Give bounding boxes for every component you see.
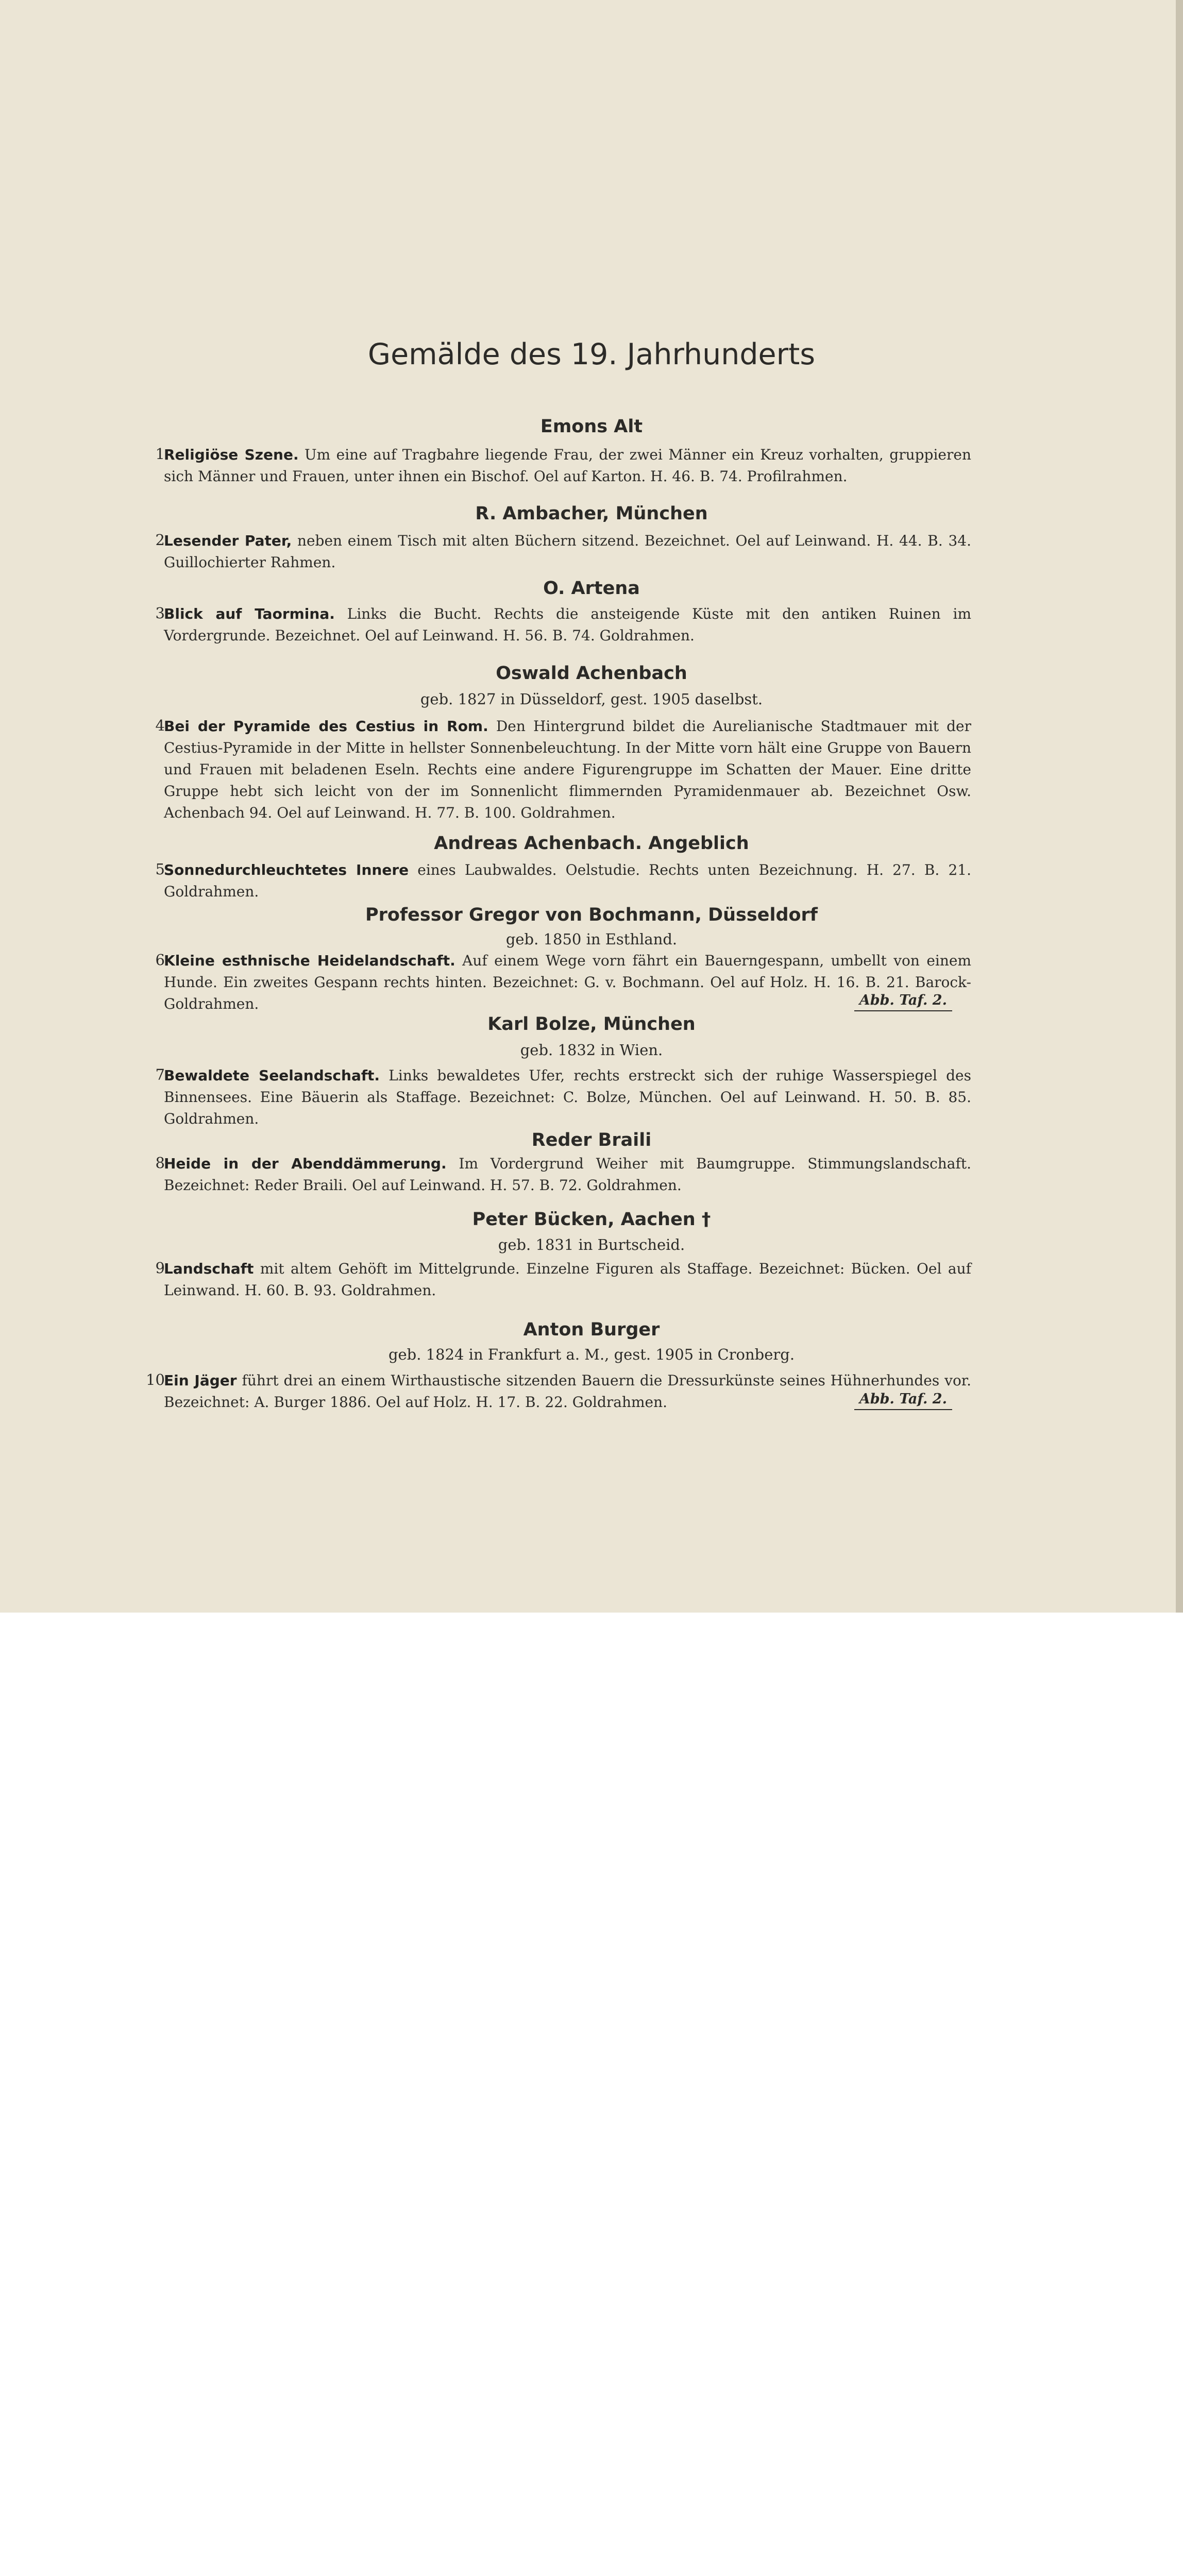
lot-title: Heide in der Abenddämmerung. <box>164 1155 447 1172</box>
lot-number: 3 <box>155 604 165 622</box>
page-title: Gemälde des 19. Jahrhunderts <box>367 337 816 371</box>
lot-title: Religiöse Szene. <box>164 446 299 463</box>
lot-description <box>164 1370 971 1413</box>
lot-body: neben einem Tisch mit alten Büchern sitzend. Bezeichnet. Oel auf Leinwand. H. 44. B. 34. Guillochierter Rahmen. <box>164 532 971 571</box>
lot-body: Links die Bucht. Rechts die ansteigende Küste mit den antiken Ruinen im Vordergrunde. Bezeichnet. Oel auf Leinwand. H. 56. B. 74. Goldrahmen. <box>164 605 971 644</box>
lot-description <box>164 444 971 487</box>
lot-description <box>164 530 971 573</box>
artist-name: Karl Bolze, München <box>487 1014 696 1035</box>
lot-number: 6 <box>155 951 165 969</box>
artist-life-dates: geb. 1824 in Frankfurt a. M., gest. 1905 in Cronberg. <box>388 1346 795 1363</box>
artist-life-dates: geb. 1827 in Düsseldorf, gest. 1905 daselbst. <box>420 690 763 708</box>
lot-title: Lesender Pater, <box>164 532 292 549</box>
lot-number: 1 <box>155 445 165 463</box>
artist-name: Professor Gregor von Bochmann, Düsseldorf <box>365 905 818 925</box>
plate-reference: Abb. Taf. 2. <box>854 992 952 1011</box>
lot-title: Bei der Pyramide des Cestius in Rom. <box>164 718 488 735</box>
lot-number: 5 <box>155 860 165 878</box>
lot-body: Um eine auf Tragbahre liegende Frau, der zwei Männer ein Kreuz vorhalten, gruppieren sich Männer und Frauen, unter ihnen ein Bischof. Oel auf Karton. H. 46. B. 74. Profilrahmen. <box>164 446 971 485</box>
lot-body: Den Hintergrund bildet die Aurelianische Stadtmauer mit der Cestius-Pyramide in der Mitte in hellster Sonnenbeleuchtung. In der Mitte vorn hält eine Gruppe von Bauern und Frauen mit beladenen Eseln. Rechts eine andere Figurengruppe im Schatten der Mauer. Eine dritte Gruppe hebt sich leicht von der im Sonnenlicht flimmernden Pyramidenmauer ab. Bezeichnet Osw. Achenbach 94. Oel auf Leinwand. H. 77. B. 100. Goldrahmen. <box>164 718 971 821</box>
artist-name: R. Ambacher, München <box>475 503 708 524</box>
lot-number: 8 <box>155 1154 165 1172</box>
artist-life-dates: geb. 1831 in Burtscheid. <box>498 1236 685 1253</box>
lot-description <box>164 1065 971 1130</box>
lot-number: 7 <box>155 1066 165 1083</box>
lot-number: 2 <box>155 531 165 549</box>
lot-title: Sonnedurchleuchtetes Innere <box>164 861 409 878</box>
page-edge <box>1176 0 1183 1613</box>
lot-body: mit altem Gehöft im Mittelgrunde. Einzelne Figuren als Staffage. Bezeichnet: Bücken. Oel auf Leinwand. H. 60. B. 93. Goldrahmen. <box>164 1260 971 1299</box>
plate-reference: Abb. Taf. 2. <box>854 1391 952 1410</box>
artist-name: Reder Braili <box>531 1130 652 1150</box>
lot-description <box>164 859 971 903</box>
artist-name: Oswald Achenbach <box>496 663 687 684</box>
lot-body: Auf einem Wege vorn fährt ein Bauerngespann, umbellt von einem Hunde. Ein zweites Gespann rechts hinten. Bezeichnet: G. v. Bochmann. Oel auf Holz. H. 16. B. 21. Barock-Goldrahmen. <box>164 952 971 1012</box>
lot-title: Ein Jäger <box>164 1372 237 1389</box>
lot-body: Links bewaldetes Ufer, rechts erstreckt sich der ruhige Wasserspiegel des Binnensees. Eine Bäuerin als Staffage. Bezeichnet: C. Bolze, München. Oel auf Leinwand. H. 50. B. 85. Goldrahmen. <box>164 1067 971 1127</box>
lot-title: Landschaft <box>164 1260 254 1277</box>
lot-body: Im Vordergrund Weiher mit Baumgruppe. Stimmungslandschaft. Bezeichnet: Reder Braili. Oel auf Leinwand. H. 57. B. 72. Goldrahmen. <box>164 1155 971 1194</box>
digitization-footer <box>0 1613 1183 1698</box>
lot-number: 9 <box>155 1259 165 1277</box>
lot-description <box>164 603 971 647</box>
lot-title: Blick auf Taormina. <box>164 605 335 622</box>
artist-name: Anton Burger <box>523 1319 660 1340</box>
artist-name: Emons Alt <box>540 416 643 437</box>
artist-name: Andreas Achenbach. Angeblich <box>434 833 749 854</box>
lot-description <box>164 1153 971 1196</box>
lot-description <box>164 950 971 1015</box>
artist-life-dates: geb. 1850 in Esthland. <box>505 930 678 948</box>
lot-body: führt drei an einem Wirthaustische sitzenden Bauern die Dressurkünste seines Hühnerhundes vor. Bezeichnet: A. Burger 1886. Oel auf Holz. H. 17. B. 22. Goldrahmen. <box>164 1372 972 1411</box>
artist-life-dates: geb. 1832 in Wien. <box>520 1041 663 1059</box>
artist-name: Peter Bücken, Aachen † <box>472 1209 711 1230</box>
lot-description <box>164 1258 971 1301</box>
lot-title: Kleine esthnische Heidelandschaft. <box>164 952 455 969</box>
lot-body: eines Laubwaldes. Oelstudie. Rechts unten Bezeichnung. H. 27. B. 21. Goldrahmen. <box>164 861 972 900</box>
lot-number: 4 <box>155 717 165 734</box>
lot-number: 10 <box>146 1371 165 1388</box>
artist-name: O. Artena <box>543 578 640 599</box>
lot-description <box>164 716 971 824</box>
lot-title: Bewaldete Seelandschaft. <box>164 1067 380 1084</box>
